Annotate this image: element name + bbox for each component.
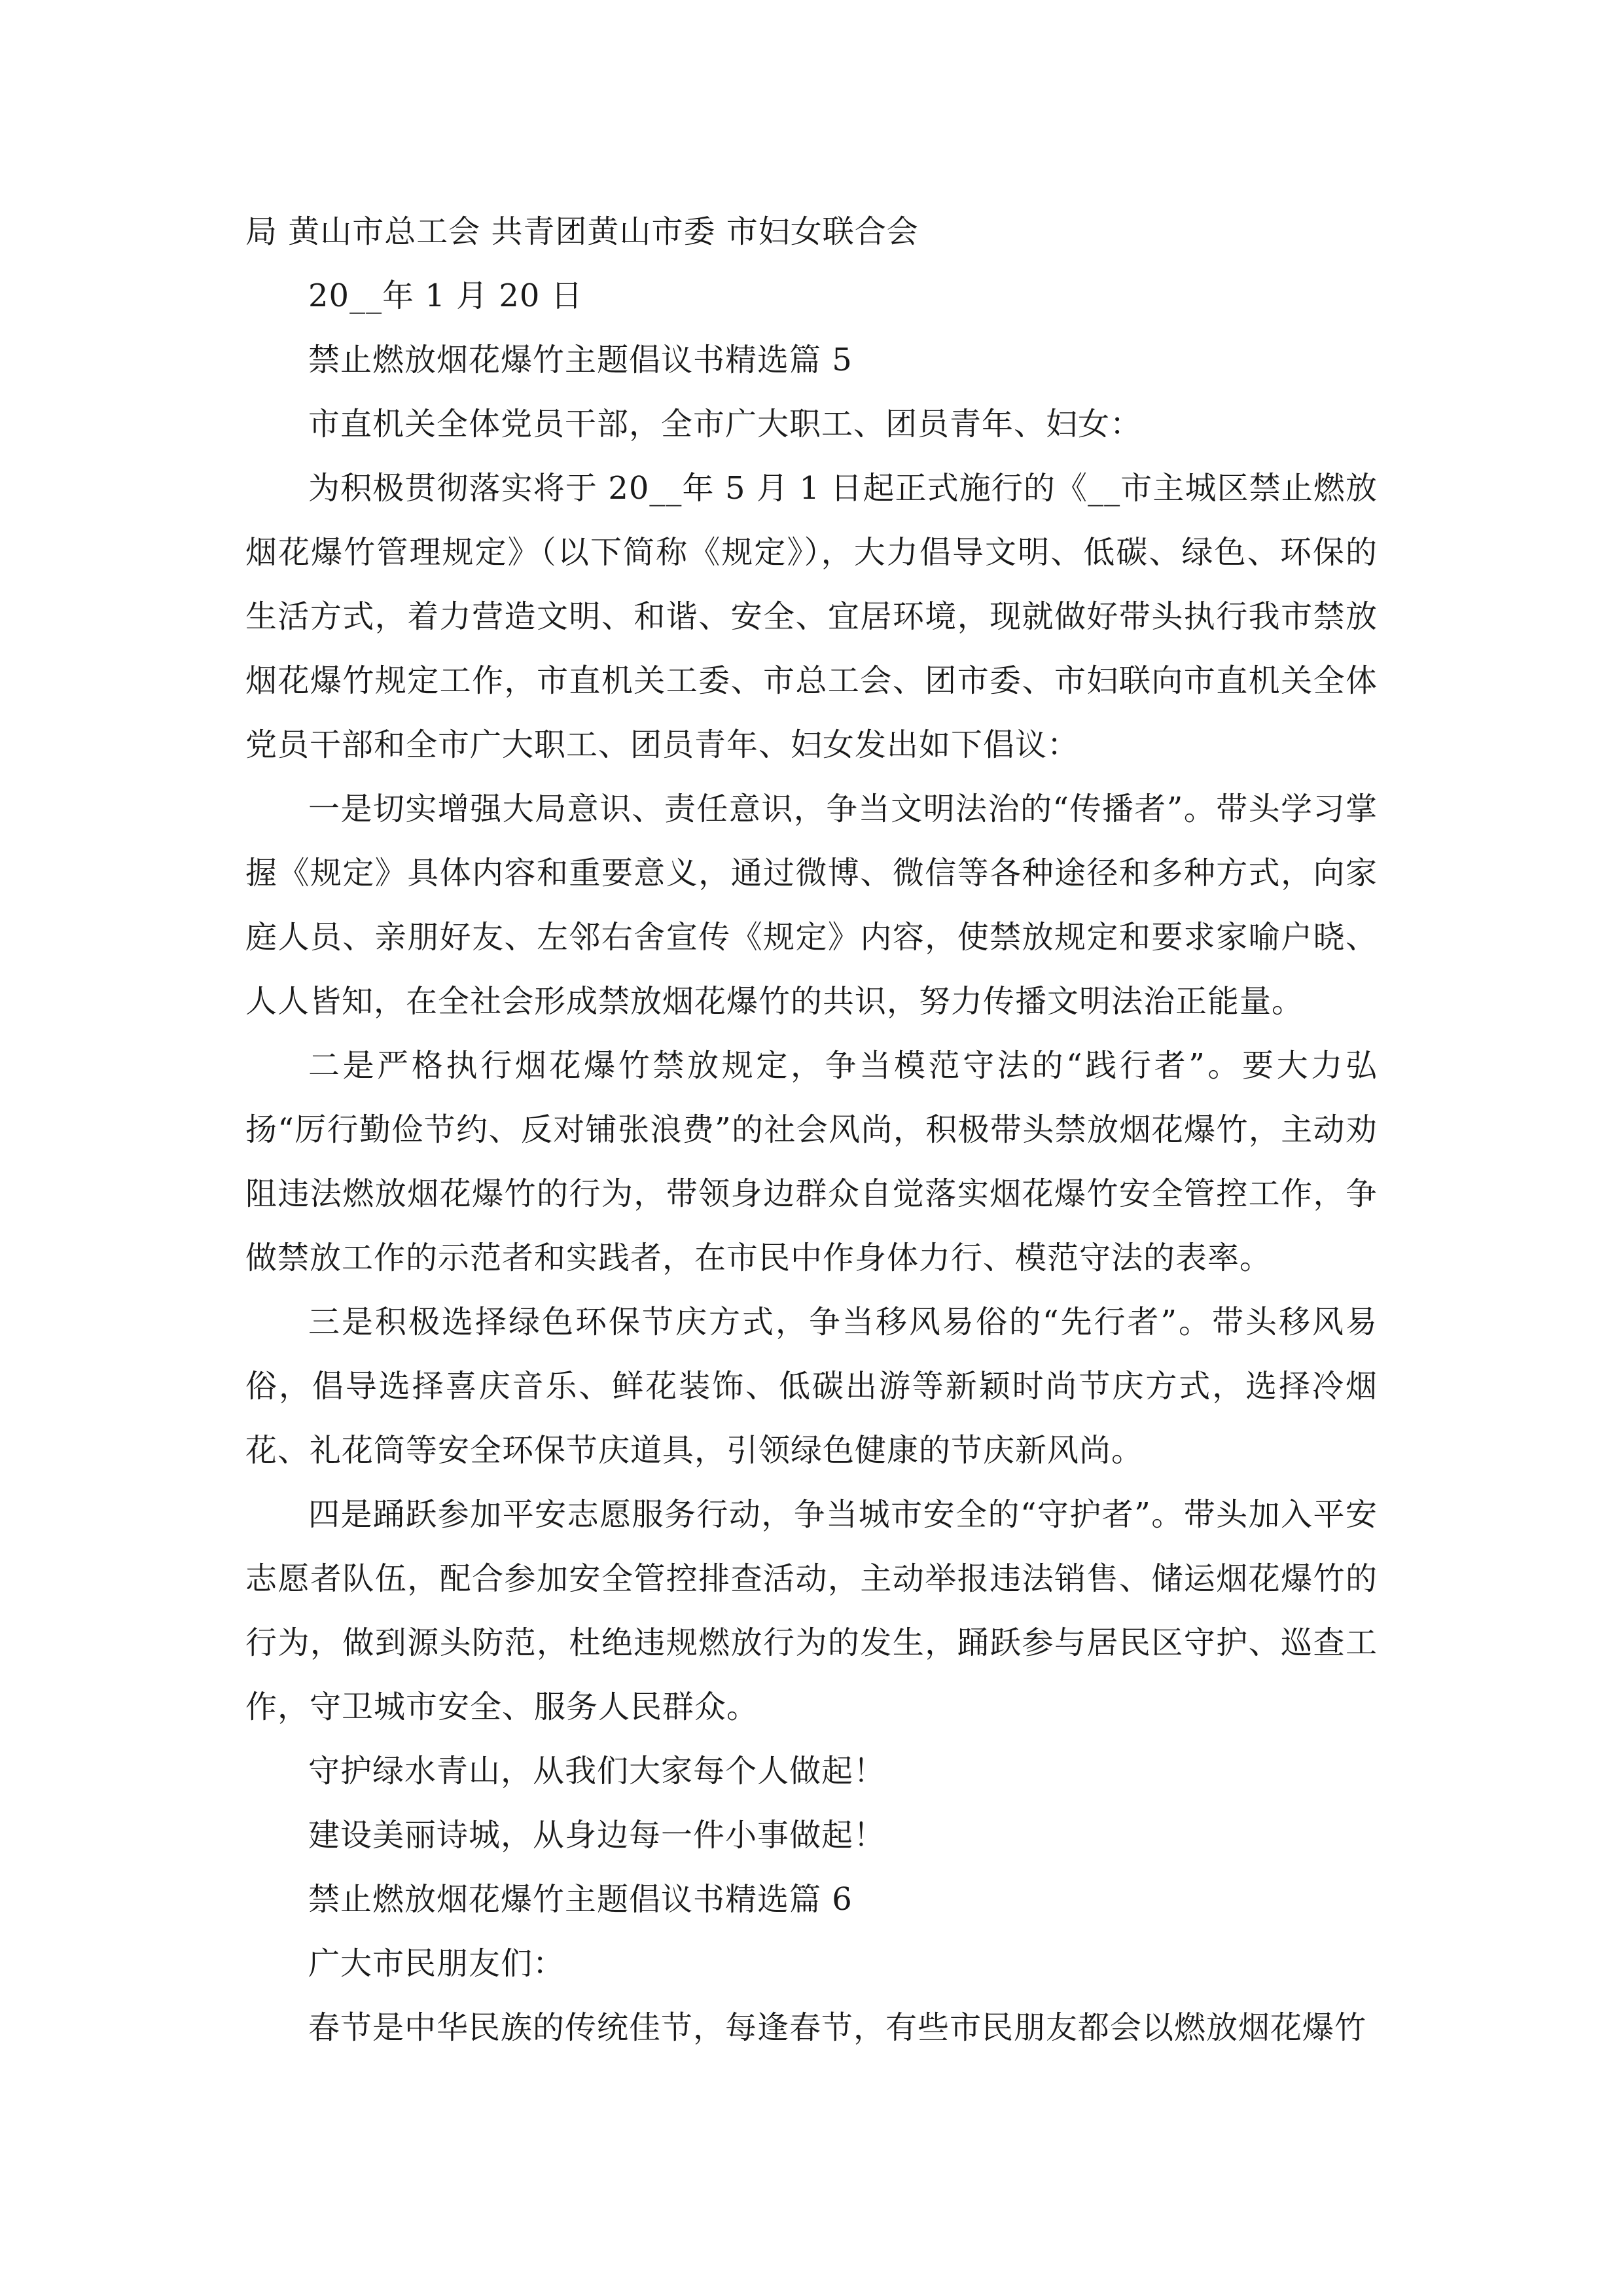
section-heading-5: 禁止燃放烟花爆竹主题倡议书精选篇 5 [308, 342, 853, 378]
paragraph-point-4: 四是踊跃参加平安志愿服务行动，争当城市安全的“守护者”。带头加入平安志愿者队伍，配合参加安全管控排查活动，主动举报违法销售、储运烟花爆竹的行为，做到源头防范，杜绝违规燃放行为的发生，踊跃参与居民区守护、巡查工作，守卫城市安全、服务人民群众。 [245, 1496, 1378, 1725]
section-heading-6: 禁止燃放烟花爆竹主题倡议书精选篇 6 [308, 1881, 853, 1918]
salutation-6: 广大市民朋友们： [308, 1945, 565, 1982]
slogan-line-2: 建设美丽诗城，从身边每一件小事做起！ [308, 1817, 886, 1854]
paragraph-point-2: 二是严格执行烟花爆竹禁放规定，争当模范守法的“践行者”。要大力弘扬“厉行勤俭节约、反对铺张浪费”的社会风尚，积极带头禁放烟花爆竹，主动劝阻违法燃放烟花爆竹的行为，带领身边群众自觉落实烟花爆竹安全管控工作，争做禁放工作的示范者和实践者，在市民中作身体力行、模范守法的表率。 [245, 1047, 1378, 1276]
date-line: 20__年 1 月 20 日 [308, 278, 583, 314]
signers-line: 局 黄山市总工会 共青团黄山市委 市妇女联合会 [245, 213, 919, 250]
paragraph-point-3: 三是积极选择绿色环保节庆方式，争当移风易俗的“先行者”。带头移风易俗，倡导选择喜庆音乐、鲜花装饰、低碳出游等新颖时尚节庆方式，选择冷烟花、礼花筒等安全环保节庆道具，引领绿色健康的节庆新风尚。 [245, 1304, 1378, 1469]
salutation-5: 市直机关全体党员干部，全市广大职工、团员青年、妇女： [308, 406, 1143, 442]
paragraph-point-1: 一是切实增强大局意识、责任意识，争当文明法治的“传播者”。带头学习掌握《规定》具体内容和重要意义，通过微博、微信等各种途径和多种方式，向家庭人员、亲朋好友、左邻右舍宣传《规定》内容，使禁放规定和要求家喻户晓、人人皆知，在全社会形成禁放烟花爆竹的共识，努力传播文明法治正能量。 [245, 791, 1378, 1020]
paragraph-intro: 为积极贯彻落实将于 20__年 5 月 1 日起正式施行的《__市主城区禁止燃放烟花爆竹管理规定》（以下简称《规定》），大力倡导文明、低碳、绿色、环保的生活方式，着力营造文明、和谐、安全、宜居环境，现就做好带头执行我市禁放烟花爆竹规定工作，市直机关工委、市总工会、团市委、市妇联向市直机关全体党员干部和全市广大职工、团员青年、妇女发出如下倡议： [245, 470, 1378, 763]
document-body [245, 200, 1378, 2060]
paragraph-6-start: 春节是中华民族的传统佳节，每逢春节，有些市民朋友都会以燃放烟花爆竹 [308, 2009, 1367, 2046]
slogan-line-1: 守护绿水青山，从我们大家每个人做起！ [308, 1753, 886, 1789]
